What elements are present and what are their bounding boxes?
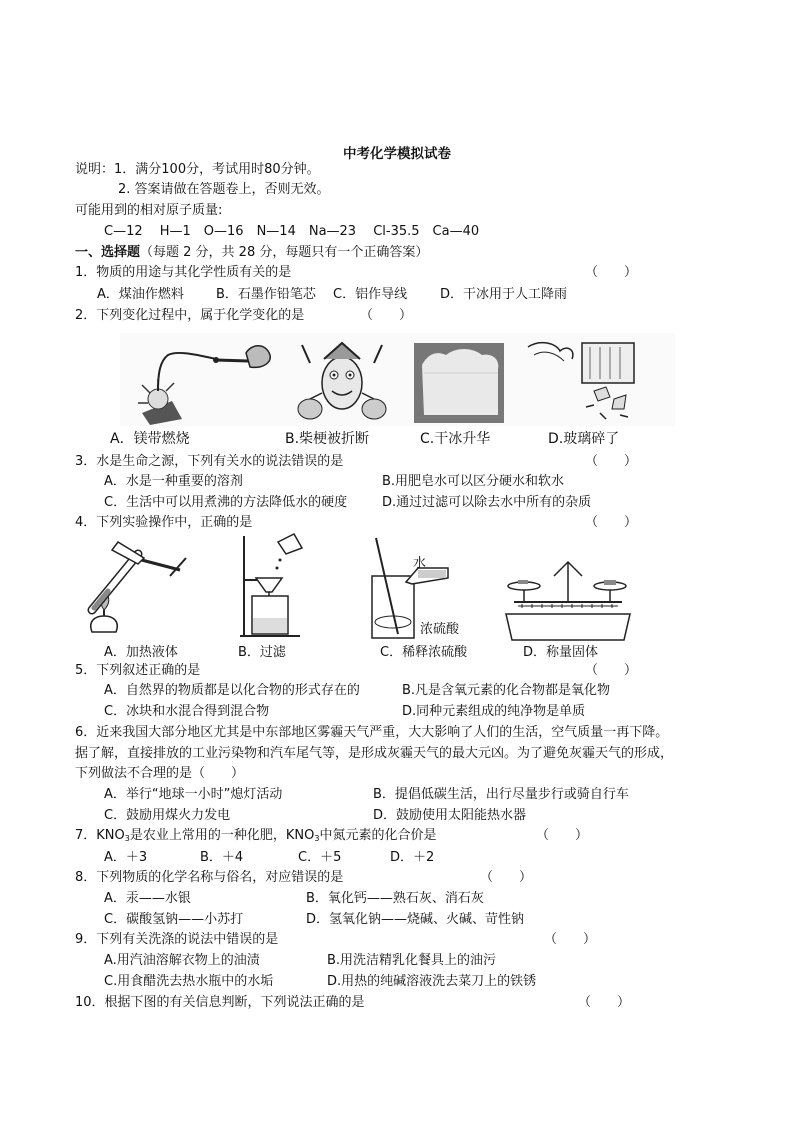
q1-stem: 1．物质的用途与其化学性质有关的是 bbox=[75, 265, 292, 280]
q1-option-b: B．石墨作铅笔芯 bbox=[216, 287, 316, 302]
q2-answer-blank: （ ） bbox=[360, 308, 413, 323]
q8-stem: 8．下列物质的化学名称与俗名，对应错误的是 bbox=[75, 870, 344, 885]
q3-option-b: B.用肥皂水可以区分硬水和软水 bbox=[382, 474, 565, 489]
q7-subscript-2: 3 bbox=[314, 834, 320, 843]
q2-option-c: C.干冰升华 bbox=[420, 431, 491, 447]
q6-stem-line-3: 下列做法不合理的是（ ） bbox=[75, 766, 245, 781]
q8-option-d: D．氢氧化钠——烧碱、火碱、苛性钠 bbox=[306, 912, 525, 927]
section-heading bbox=[75, 245, 428, 261]
q3-answer-blank: （ ） bbox=[585, 454, 638, 469]
q9-answer-blank: （ ） bbox=[544, 932, 597, 947]
section-note: （每题 2 分，共 28 分，每题只有一个正确答案） bbox=[140, 245, 429, 260]
q9-option-a: A.用汽油溶解衣物上的油渍 bbox=[104, 953, 260, 968]
q2-stem: 2．下列变化过程中，属于化学变化的是 bbox=[75, 308, 305, 323]
q7-stem-post: 中氮元素的化合价是 bbox=[319, 828, 437, 843]
q6-stem-line-1: 6．近来我国大部分地区尤其是中东部地区雾霾天气严重，大大影响了人们的生活，空气质量一再下降。 bbox=[75, 725, 669, 740]
q5-answer-blank: （ ） bbox=[585, 663, 638, 678]
q4-stem: 4．下列实验操作中，正确的是 bbox=[75, 515, 253, 530]
q3-option-c: C．生活中可以用煮沸的方法降低水的硬度 bbox=[104, 495, 348, 510]
q4-figure-filtration bbox=[230, 532, 310, 642]
q7-stem-mid: 是农业上常用的一种化肥，KNO bbox=[129, 828, 315, 843]
q5-option-c: C．冰块和水混合得到混合物 bbox=[104, 704, 270, 719]
q8-option-b: B．氧化钙——熟石灰、消石灰 bbox=[306, 891, 484, 906]
q9-option-d: D.用热的纯碱溶液洗去菜刀上的铁锈 bbox=[327, 974, 537, 989]
q7-stem-pre: 7．KNO bbox=[75, 828, 125, 843]
q7-option-d: D．＋2 bbox=[390, 850, 435, 865]
q6-option-c: C．鼓励用煤火力发电 bbox=[104, 808, 231, 823]
instruction-item-2: 2. 答案请做在答题卷上，否则无效。 bbox=[118, 182, 330, 197]
atomic-mass-label: 可能用到的相对原子质量: bbox=[75, 203, 223, 218]
q9-option-b: B.用洗洁精乳化餐具上的油污 bbox=[327, 953, 497, 968]
q4-option-c: C．稀释浓硫酸 bbox=[380, 645, 468, 660]
q3-option-a: A．水是一种重要的溶剂 bbox=[104, 474, 243, 489]
q1-option-d: D．干冰用于人工降雨 bbox=[440, 287, 568, 302]
q5-option-b: B.凡是含氧元素的化合物都是氧化物 bbox=[402, 683, 611, 698]
q7-option-a: A．＋3 bbox=[104, 850, 148, 865]
q4-option-b: B．过滤 bbox=[238, 645, 286, 660]
q1-option-a: A．煤油作燃料 bbox=[97, 287, 184, 302]
q3-stem: 3．水是生命之源，下列有关水的说法错误的是 bbox=[75, 454, 344, 469]
q7-subscript-1: 3 bbox=[124, 834, 130, 843]
q7-option-c: C．＋5 bbox=[298, 850, 342, 865]
instructions-line-1 bbox=[75, 162, 320, 178]
q9-option-c: C.用食醋洗去热水瓶中的水垢 bbox=[104, 974, 274, 989]
q1-answer-blank: （ ） bbox=[585, 265, 638, 280]
q4-option-a: A．加热液体 bbox=[104, 645, 178, 660]
q8-answer-blank: （ ） bbox=[480, 870, 533, 885]
dry-ice-image bbox=[414, 343, 504, 423]
q4-answer-blank: （ ） bbox=[585, 515, 638, 530]
q9-stem: 9．下列有关洗涤的说法中错误的是 bbox=[75, 932, 279, 947]
instruction-item-1: 1．满分100分，考试用时80分钟。 bbox=[114, 162, 320, 177]
q10-stem: 10．根据下图的有关信息判断，下列说法正确的是 bbox=[75, 995, 365, 1010]
section-title: 一、选择题 bbox=[75, 245, 141, 260]
q7-option-b: B．＋4 bbox=[200, 850, 244, 865]
page-title: 中考化学模拟试卷 bbox=[343, 146, 451, 162]
q6-stem-line-2: 据了解，直接排放的工业污染物和汽车尾气等，是形成灰霾天气的最大元凶。为了避免灰霾天气的形成， bbox=[75, 746, 674, 761]
q4-figure-balance bbox=[498, 556, 638, 642]
q6-option-d: D．鼓励使用太阳能热水器 bbox=[373, 808, 527, 823]
q3-option-d: D.通过过滤可以除去水中所有的杂质 bbox=[382, 495, 592, 510]
q4-option-d: D．称量固体 bbox=[523, 645, 599, 660]
q2-option-d: D.玻璃碎了 bbox=[548, 431, 620, 447]
q6-option-b: B．提倡低碳生活，出行尽量步行或骑自行车 bbox=[373, 787, 629, 802]
q8-option-a: A．汞——水银 bbox=[104, 891, 191, 906]
q10-answer-blank: （ ） bbox=[578, 995, 631, 1010]
q7-stem bbox=[75, 828, 436, 847]
q5-stem: 5．下列叙述正确的是 bbox=[75, 663, 201, 678]
q1-option-c: C．铝作导线 bbox=[333, 287, 408, 302]
q2-option-a: A．镁带燃烧 bbox=[110, 431, 190, 447]
q2-option-b: B.柴梗被折断 bbox=[285, 431, 370, 447]
q2-figure-strip bbox=[120, 333, 675, 426]
q5-option-d: D.同种元素组成的纯净物是单质 bbox=[402, 704, 586, 719]
q4-label-water: 水 bbox=[413, 556, 427, 571]
q7-answer-blank: （ ） bbox=[536, 828, 589, 843]
q8-option-c: C．碳酸氢钠——小苏打 bbox=[104, 912, 244, 927]
q4-label-acid: 浓硫酸 bbox=[420, 622, 460, 637]
q4-figure-heating-liquid bbox=[78, 532, 200, 642]
atomic-mass-values: C—12 H—1 O—16 N—14 Na—23 Cl-35.5 Ca—40 bbox=[104, 224, 480, 239]
instructions-label: 说明： bbox=[75, 162, 115, 177]
q6-option-a: A．举行“地球一小时”熄灯活动 bbox=[104, 787, 283, 802]
q5-option-a: A．自然界的物质都是以化合物的形式存在的 bbox=[104, 683, 360, 698]
